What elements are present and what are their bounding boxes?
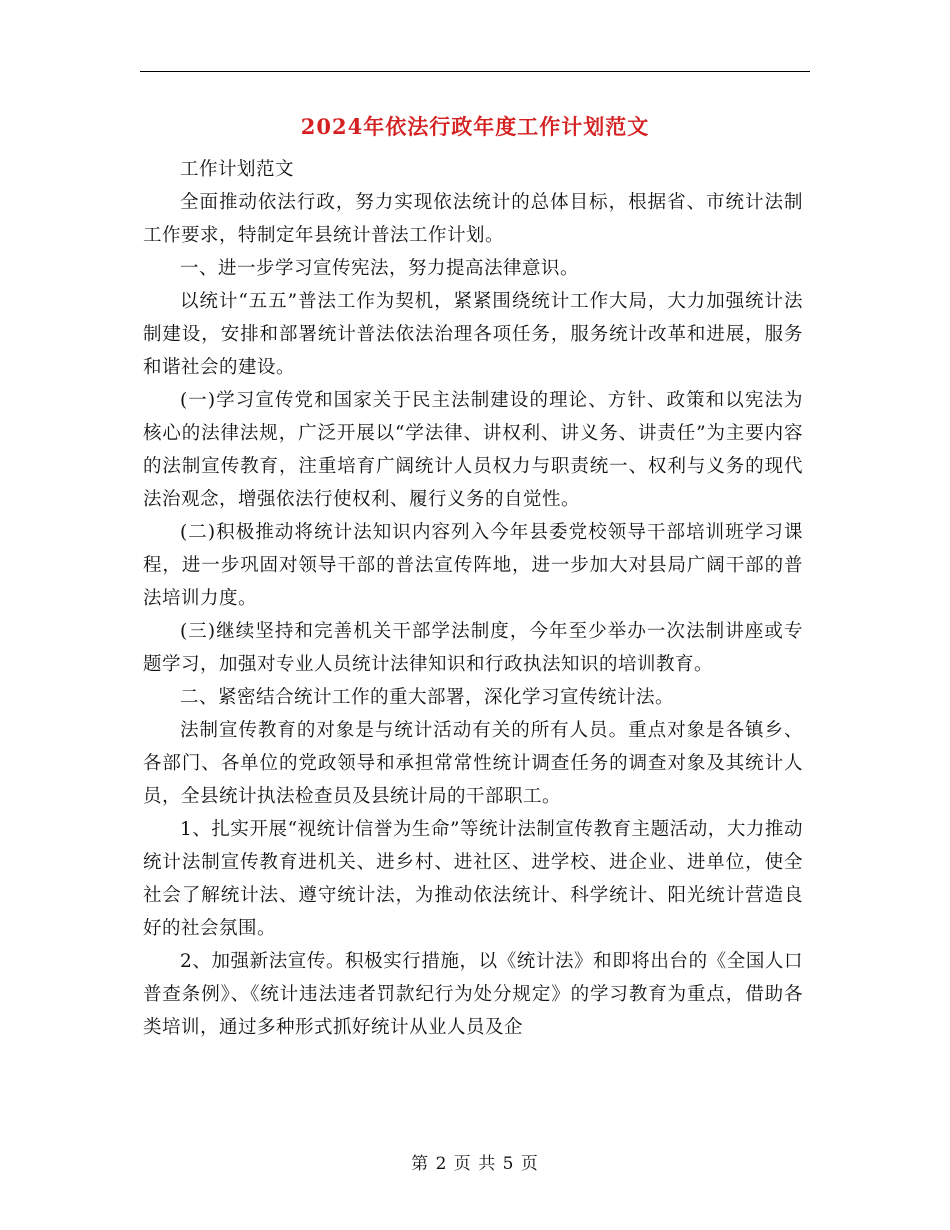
header-rule [140, 71, 810, 72]
paragraph: 工作计划范文 [180, 159, 295, 180]
paragraph: 2、加强新法宣传。积极实行措施，以《统计法》和即将出台的《全国人口普查条例》、《统计违法违者罚款纪行为处分规定》的学习教育为重点，借助各类培训，通过多种形式抓好统计从业人员及企 [143, 951, 803, 1038]
paragraph: 法制宣传教育的对象是与统计活动有关的所有人员。重点对象是各镇乡、各部门、各单位的党政领导和承担常常性统计调查任务的调查对象及其统计人员，全县统计执法检查员及县统计局的干部职工。 [143, 720, 803, 807]
page-number: 第 2 页 共 5 页 [411, 1154, 539, 1174]
document-body [143, 153, 803, 1044]
paragraph: 1、扎实开展“视统计信誉为生命”等统计法制宣传教育主题活动，大力推动统计法制宣传教育进机关、进乡村、进社区、进学校、进企业、进单位，使全社会了解统计法、遵守统计法，为推动依法统计、科学统计、阳光统计营造良好的社会氛围。 [143, 819, 803, 939]
section-heading: 一、进一步学习宣传宪法，努力提高法律意识。 [180, 258, 580, 279]
paragraph: 以统计“五五”普法工作为契机，紧紧围绕统计工作大局，大力加强统计法制建设，安排和部署统计普法依法治理各项任务，服务统计改革和进展，服务和谐社会的建设。 [143, 291, 803, 378]
section-heading: 二、紧密结合统计工作的重大部署，深化学习宣传统计法。 [180, 687, 675, 708]
document-title: 2024年依法行政年度工作计划范文 [300, 114, 650, 139]
paragraph: (三)继续坚持和完善机关干部学法制度，今年至少举办一次法制讲座或专题学习，加强对专业人员统计法律知识和行政执法知识的培训教育。 [143, 621, 803, 675]
paragraph: (二)积极推动将统计法知识内容列入今年县委党校领导干部培训班学习课程，进一步巩固对领导干部的普法宣传阵地，进一步加大对县局广阔干部的普法培训力度。 [143, 522, 803, 609]
paragraph: (一)学习宣传党和国家关于民主法制建设的理论、方针、政策和以宪法为核心的法律法规，广泛开展以“学法律、讲权利、讲义务、讲责任”为主要内容的法制宣传教育，注重培育广阔统计人员权力与职责统一、权利与义务的现代法治观念，增强依法行使权利、履行义务的自觉性。 [143, 390, 803, 510]
paragraph: 全面推动依法行政，努力实现依法统计的总体目标，根据省、市统计法制工作要求，特制定年县统计普法工作计划。 [143, 192, 803, 246]
